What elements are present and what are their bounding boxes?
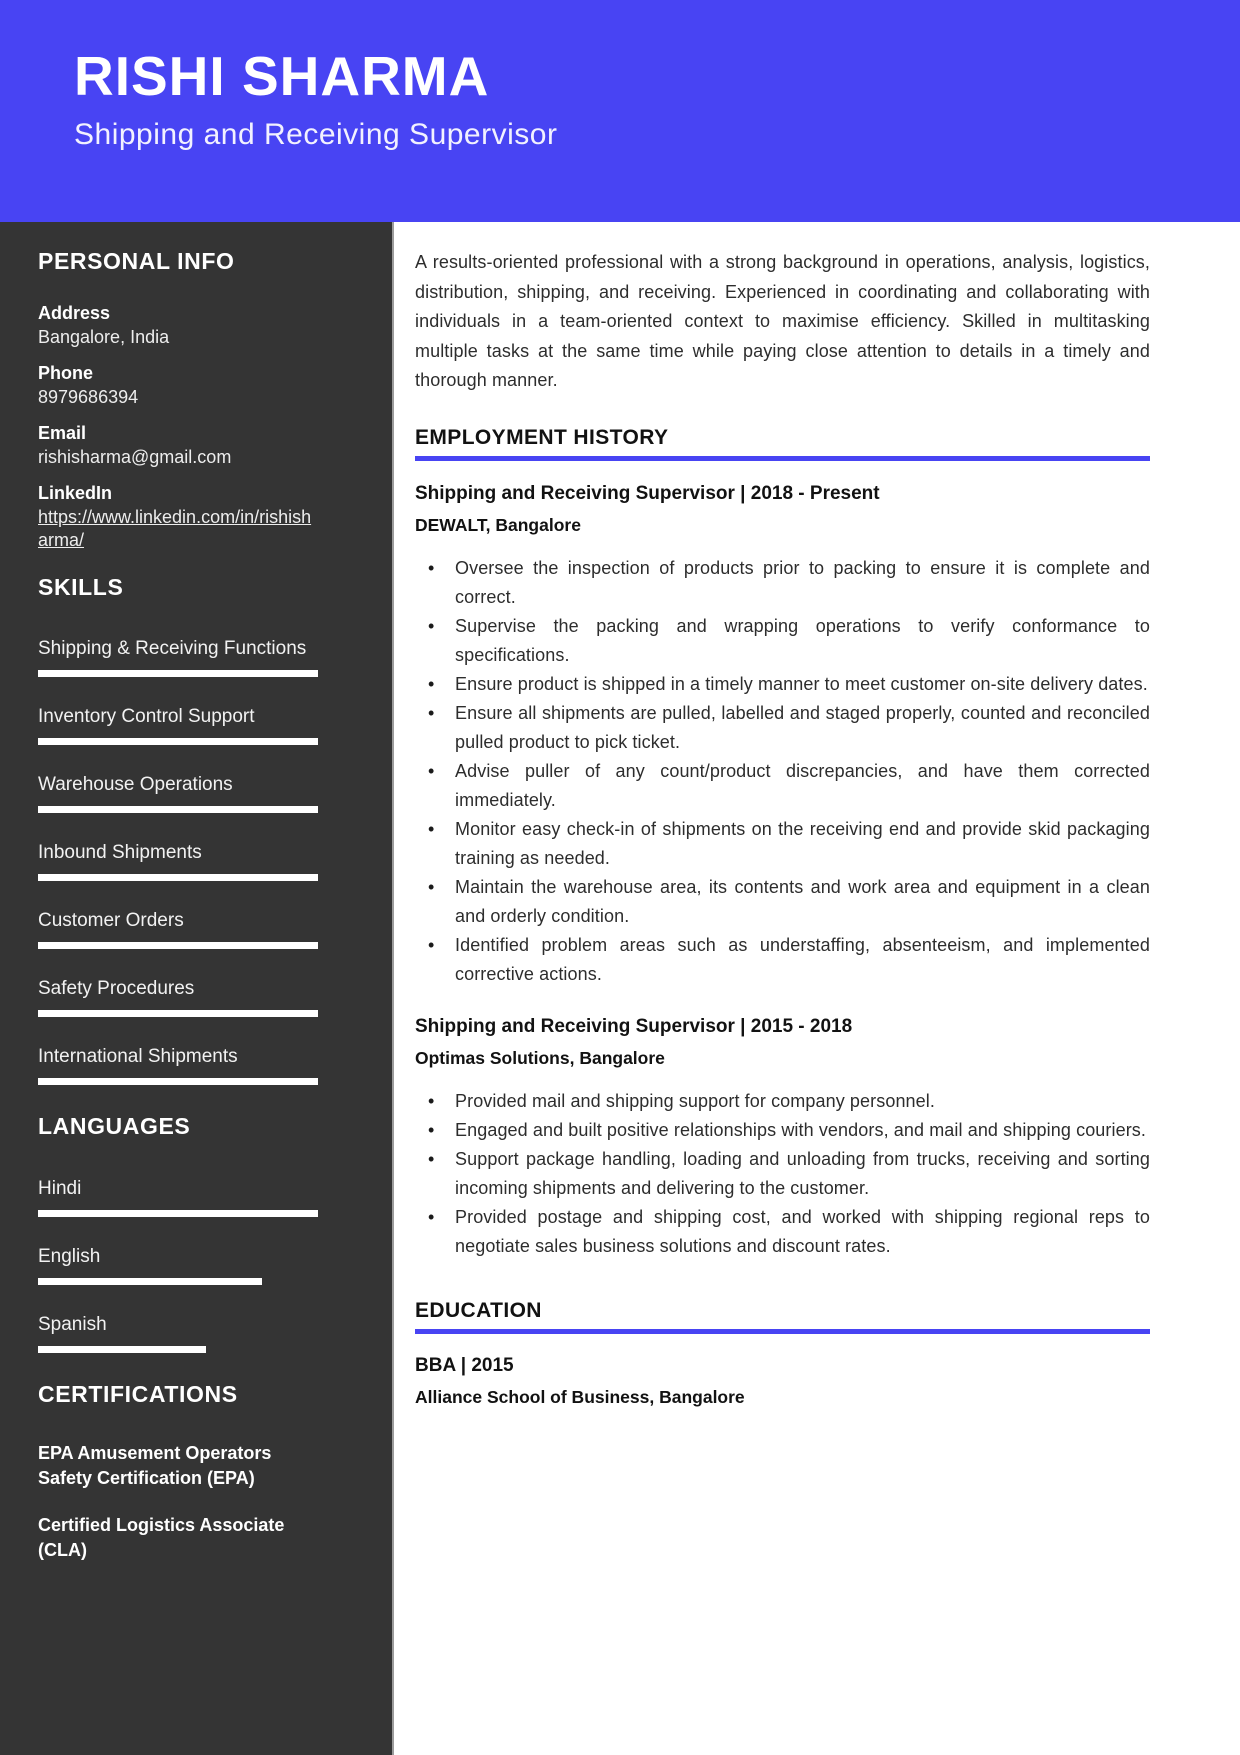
skill-item-label: Customer Orders [38,910,184,932]
language-item-label: English [38,1245,101,1267]
linkedin-link[interactable]: https://www.linkedin.com/in/rishisharma/ [38,506,312,550]
person-job-title: Shipping and Receiving Supervisor [74,117,558,151]
skill-item-label: Warehouse Operations [38,774,233,796]
skill-item [38,637,318,677]
sidebar [0,222,394,1755]
job-bullet: • Engaged and built positive relationships with vendors, and mail and shipping couriers. [415,1116,1150,1145]
job-block [415,1015,1150,1261]
personal-info-section [38,248,318,552]
skill-item-level-bar [38,806,318,813]
header-band [0,0,1240,222]
certification-item: Certified Logistics Associate (CLA) [38,1515,285,1561]
personal-info-value: rishisharma@gmail.com [38,446,232,467]
skill-item-level-bar [38,942,318,949]
skill-item-label: Safety Procedures [38,978,195,1000]
job-bullet: • Support package handling, loading and unloading from trucks, receiving and sorting incoming shipments and delivering to the customer. [415,1145,1150,1203]
skill-item [38,1045,318,1085]
education-degree: BBA | 2015 [415,1354,514,1376]
certifications-list [38,1441,318,1563]
job-bullet-list [415,554,1150,989]
skill-item-level-bar [38,1078,318,1085]
job-bullet: • Supervise the packing and wrapping operations to verify conformance to specifications. [415,612,1150,670]
certification-item: EPA Amusement Operators Safety Certification (EPA) [38,1443,272,1489]
personal-info-item [38,482,318,552]
skill-item [38,841,318,881]
education-heading: EDUCATION [415,1299,1150,1334]
language-item-label: Hindi [38,1177,82,1199]
job-bullet: • Monitor easy check-in of shipments on the receiving end and provide skid packaging training as needed. [415,815,1150,873]
personal-info-item [38,302,318,349]
skill-item-label: Shipping & Receiving Functions [38,638,307,660]
languages-heading: LANGUAGES [38,1113,191,1140]
personal-info-label: Phone [38,362,94,383]
personal-info-label: LinkedIn [38,482,113,503]
skill-item-label: Inbound Shipments [38,842,202,864]
job-title: Shipping and Receiving Supervisor | 2015 - 2018 [415,1015,853,1037]
summary-paragraph: A results-oriented professional with a strong background in operations, analysis, logistics, distribution, shipping, and receiving. Experienced in coordinating and collaborating with individuals in a team-oriented context to maximise efficiency. Skilled in multitasking multiple tasks at the same time while paying close attention to details in a timely and thorough manner. [415,252,1150,390]
skill-item [38,705,318,745]
languages-list [38,1177,318,1353]
employment-history-section [415,426,1150,1261]
job-title: Shipping and Receiving Supervisor | 2018 - Present [415,482,880,504]
education-school: Alliance School of Business, Bangalore [415,1386,745,1407]
job-bullet: • Provided postage and shipping cost, and worked with shipping regional reps to negotiate sales business solutions and discount rates. [415,1203,1150,1261]
personal-info-heading: PERSONAL INFO [38,248,235,274]
job-bullet: • Ensure all shipments are pulled, labelled and staged properly, counted and reconciled pulled product to pick ticket. [415,699,1150,757]
certifications-heading: CERTIFICATIONS [38,1380,238,1407]
certifications-section [38,1381,318,1564]
job-company: DEWALT, Bangalore [415,514,581,535]
education-section [415,1299,1150,1408]
body-columns [0,222,1240,1755]
skills-heading: SKILLS [38,573,124,600]
job-bullet-list [415,1087,1150,1261]
employment-history-heading: EMPLOYMENT HISTORY [415,426,1150,461]
skills-section [38,574,318,1086]
skill-item-level-bar [38,670,318,677]
language-item-level-bar [38,1210,318,1217]
personal-info-label: Email [38,422,87,443]
skill-item [38,909,318,949]
job-bullet: • Ensure product is shipped in a timely manner to meet customer on-site delivery dates. [415,670,1150,699]
language-item [38,1313,318,1353]
personal-info-list [38,302,318,552]
personal-info-item [38,422,318,469]
skill-item [38,977,318,1017]
main-content [394,222,1240,1755]
jobs-list [415,482,1150,1261]
personal-info-label: Address [38,302,111,323]
job-bullet: • Identified problem areas such as understaffing, absenteeism, and implemented corrective actions. [415,931,1150,989]
skill-item [38,773,318,813]
language-item [38,1245,318,1285]
languages-section [38,1113,318,1353]
language-item [38,1177,318,1217]
job-bullet: • Provided mail and shipping support for company personnel. [415,1087,1150,1116]
job-bullet: • Advise puller of any count/product discrepancies, and have them corrected immediately. [415,757,1150,815]
job-bullet: • Oversee the inspection of products prior to packing to ensure it is complete and correct. [415,554,1150,612]
language-item-level-bar [38,1278,262,1285]
skills-list [38,637,318,1085]
job-bullet: • Maintain the warehouse area, its contents and work area and equipment in a clean and orderly condition. [415,873,1150,931]
job-block [415,482,1150,989]
personal-info-item [38,362,318,409]
skill-item-level-bar [38,738,318,745]
person-name: RISHI SHARMA [74,45,490,107]
skill-item-label: Inventory Control Support [38,706,255,728]
personal-info-value: Bangalore, India [38,326,170,347]
skill-item-label: International Shipments [38,1046,238,1068]
personal-info-value: 8979686394 [38,386,139,407]
language-item-level-bar [38,1346,206,1353]
skill-item-level-bar [38,1010,318,1017]
language-item-label: Spanish [38,1313,107,1335]
skill-item-level-bar [38,874,318,881]
job-company: Optimas Solutions, Bangalore [415,1047,665,1068]
